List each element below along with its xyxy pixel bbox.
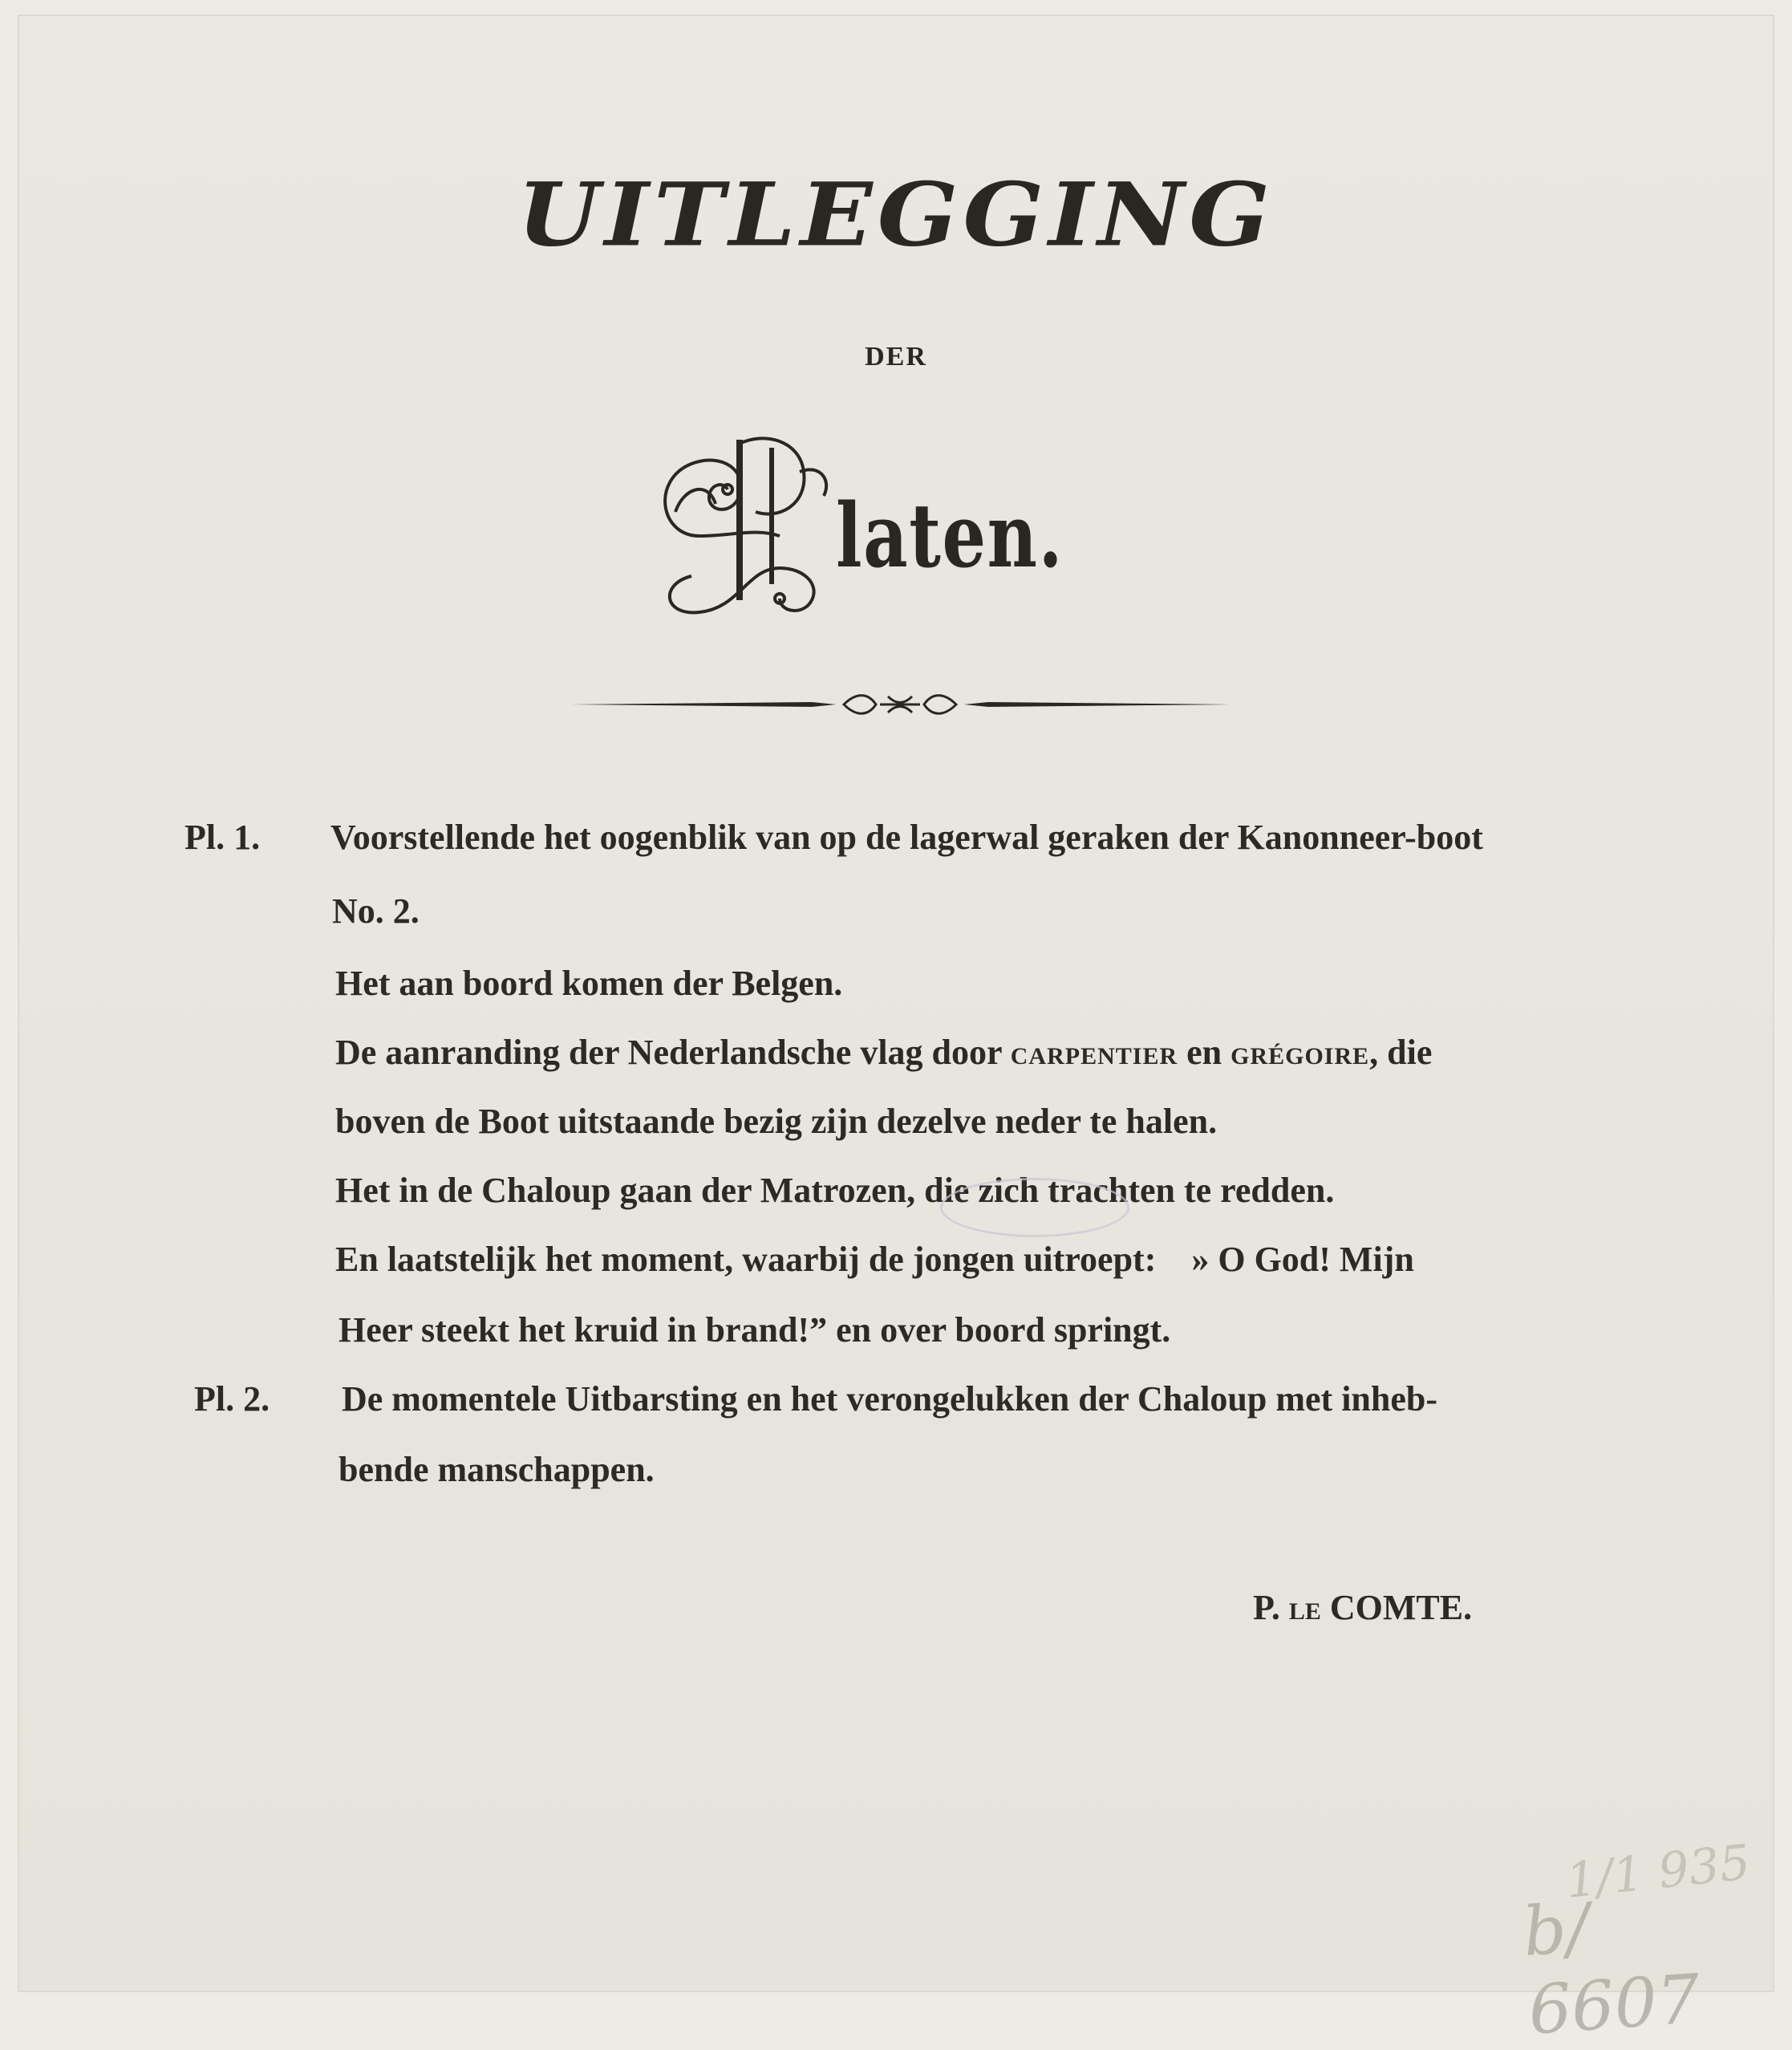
name-gregoire: GRÉGOIRE <box>1230 1043 1370 1070</box>
plate-2-label: Pl. 2. <box>194 1379 270 1419</box>
signature <box>1253 1587 1472 1628</box>
plate-2-line-2: bende manschappen. <box>339 1450 655 1489</box>
plate-1-line-4 <box>335 1032 1432 1073</box>
heading-text: laten. <box>836 484 1064 587</box>
signature-name: COMTE. <box>1329 1588 1473 1627</box>
ornamental-divider <box>571 688 1229 721</box>
plate-1-line-3: Het aan boord komen der Belgen. <box>335 964 843 1003</box>
faint-stamp <box>940 1178 1129 1237</box>
exclamation-quote: » O God! Mijn <box>1191 1240 1414 1279</box>
platen-heading <box>651 416 1149 632</box>
plate-1-line-7 <box>335 1239 1414 1280</box>
document-subtitle: DER <box>865 342 927 371</box>
pencil-inventory-note: b/ 6607 <box>1520 1888 1703 2050</box>
plate-2-line-1: De momentele Uitbarsting en het verongelukken der Chaloup met inheb- <box>342 1379 1438 1419</box>
signature-initial: P. <box>1253 1588 1280 1627</box>
plate-1-line-8: Heer steekt het kruid in brand!” en over boord springt. <box>339 1310 1171 1350</box>
pencil-note-upper: 1/1 935 <box>1563 1834 1753 1910</box>
plate-1-line-6: Het in de Chaloup gaan der Matrozen, die zich trachten te redden. <box>335 1171 1335 1210</box>
signature-particle: LE <box>1288 1598 1321 1625</box>
document-sheet <box>18 14 1774 2050</box>
document-title: UITLEGGING <box>517 163 1275 266</box>
plate-1-line-1: Voorstellende het oogenblik van op de lagerwal geraken der Kanonneer-boot <box>330 818 1483 857</box>
line-4-end: , die <box>1369 1033 1433 1072</box>
plate-1-line-7-text: En laatstelijk het moment, waarbij de jongen uitroept: <box>335 1240 1157 1279</box>
plate-1-line-4-text: De aanranding der Nederlandsche vlag door <box>335 1033 1002 1072</box>
plate-1-line-5: boven de Boot uitstaande bezig zijn dezelve neder te halen. <box>335 1102 1218 1141</box>
plate-1-label: Pl. 1. <box>184 818 261 857</box>
plate-1-line-2: No. 2. <box>332 891 420 931</box>
word-en: en <box>1186 1033 1222 1072</box>
decorative-initial-p <box>651 416 836 624</box>
name-carpentier: CARPENTIER <box>1010 1043 1178 1070</box>
